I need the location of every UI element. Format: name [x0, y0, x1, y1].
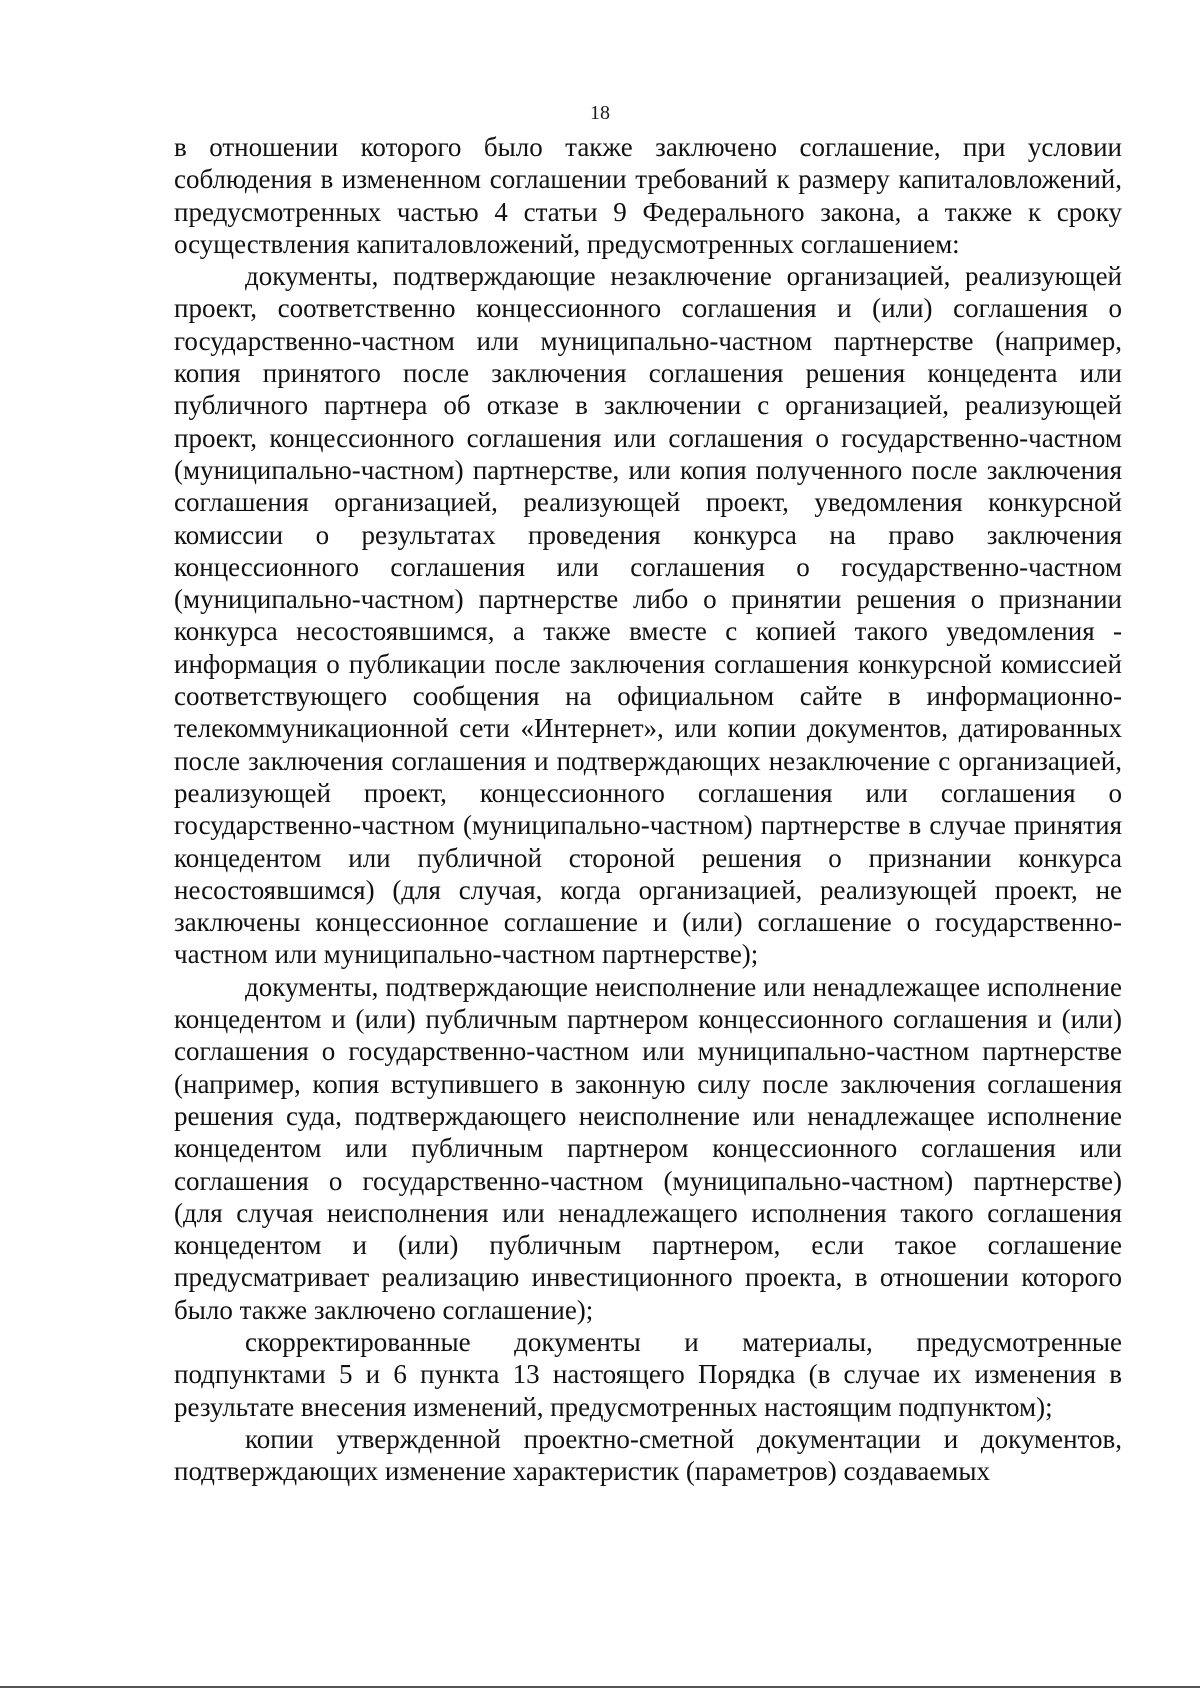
- paragraph-non-performance-documents: документы, подтверждающие неисполнение или ненадлежащее исполнение концедентом и (или) публичным партнером концессионного соглашения и (или) соглашения о государственно-частном или муниципально-частном партнерстве (например, копия вступившего в законную силу после заключения соглашения решения суда, подтверждающего неисполнение или ненадлежащее исполнение концедентом или публичным партнером концессионного соглашения или соглашения о государственно-частном (муниципально-частном) партнерстве) (для случая неисполнения или ненадлежащего исполнения такого соглашения концедентом и (или) публичным партнером, если такое соглашение предусматривает реализацию инвестиционного проекта, в отношении которого было также заключено соглашение);: [174, 971, 1122, 1325]
- page-number: 18: [590, 102, 610, 124]
- document-body: [174, 131, 1122, 1487]
- paragraph-non-conclusion-documents: документы, подтверждающие незаключение организацией, реализующей проект, соответственно концессионного соглашения и (или) соглашения о государственно-частном или муниципально-частном партнерстве (например, копия принятого после заключения соглашения решения концедента или публичного партнера об отказе в заключении с организацией, реализующей проект, концессионного соглашения или соглашения о государственно-частном (муниципально-частном) партнерстве, или копия полученного после заключения соглашения организацией, реализующей проект, уведомления конкурсной комиссии о результатах проведения конкурса на право заключения концессионного соглашения или соглашения о государственно-частном (муниципально-частном) партнерстве либо о принятии решения о признании конкурса несостоявшимся, а также вместе с копией такого уведомления - информация о публикации после заключения соглашения конкурсной комиссией соответствующего сообщения на официальном сайте в информационно-телекоммуникационной сети «Интернет», или копии документов, датированных после заключения соглашения и подтверждающих незаключение с организацией, реализующей проект, концессионного соглашения или соглашения о государственно-частном (муниципально-частном) партнерстве в случае принятия концедентом или публичной стороной решения о признании конкурса несостоявшимся) (для случая, когда организацией, реализующей проект, не заключены концессионное соглашение и (или) соглашение о государственно-частном или муниципально-частном партнерстве);: [174, 261, 1122, 970]
- paragraph-design-estimate-copies: копии утвержденной проектно-сметной документации и документов, подтверждающих изменение характеристик (параметров) создаваемых: [174, 1423, 1122, 1487]
- paragraph-corrected-documents: скорректированные документы и материалы, предусмотренные подпунктами 5 и 6 пункта 13 настоящего Порядка (в случае их изменения в результате внесения изменений, предусмотренных настоящим подпунктом);: [174, 1326, 1122, 1422]
- paragraph-continuation: в отношении которого было также заключено соглашение, при условии соблюдения в измененном соглашении требований к размеру капиталовложений, предусмотренных частью 4 статьи 9 Федерального закона, а также к сроку осуществления капиталовложений, предусмотренных соглашением:: [174, 132, 1122, 259]
- scan-bottom-edge: [0, 1686, 1200, 1688]
